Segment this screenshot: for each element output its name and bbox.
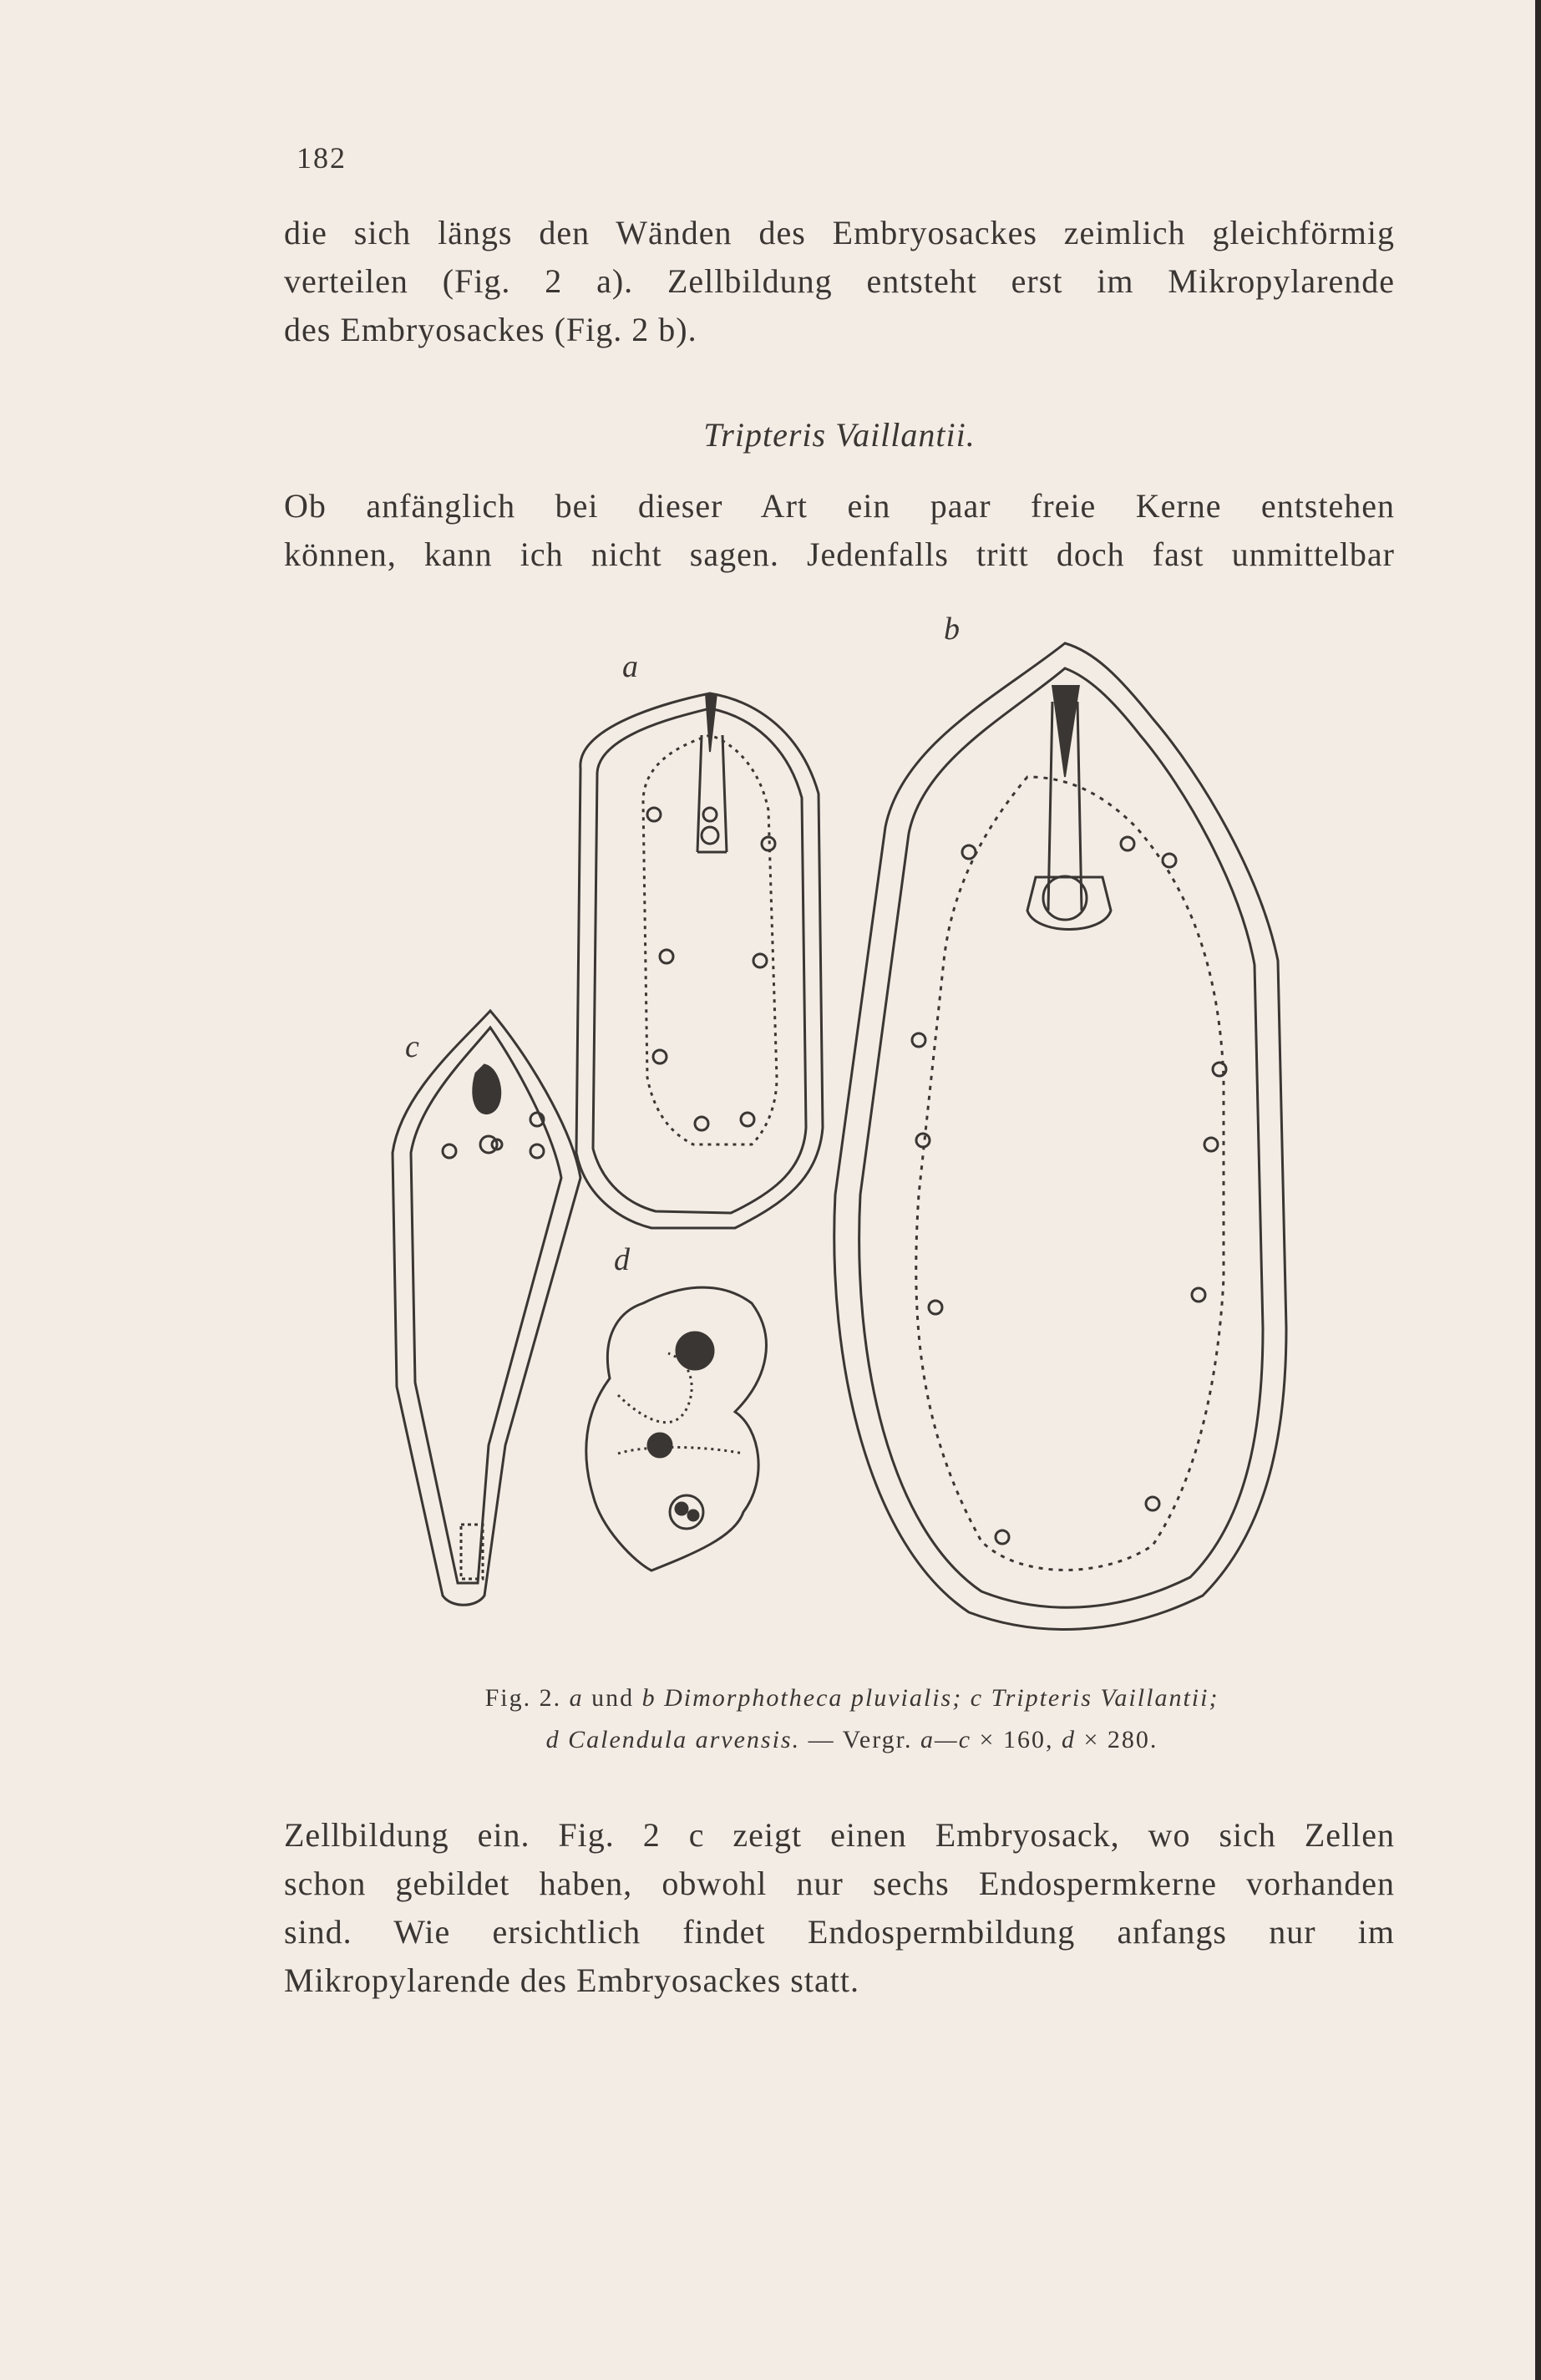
paragraph-bottom xyxy=(284,1811,1395,2005)
caption-letter: b xyxy=(641,1684,656,1712)
caption-line-2 xyxy=(368,1719,1336,1761)
caption-letter: c xyxy=(970,1684,984,1712)
section-heading: Tripteris Vaillantii. xyxy=(703,416,976,454)
caption-word: und xyxy=(591,1684,635,1712)
figure-label-b: b xyxy=(944,611,960,647)
caption-species: Dimorphotheca pluvialis; xyxy=(664,1684,963,1712)
figure-b-embryo-sac xyxy=(834,643,1286,1629)
caption-line-1 xyxy=(368,1677,1336,1719)
text-line: Zellbildung ein. Fig. 2 c zeigt einen Embryosack, wo sich Zellen xyxy=(284,1816,1395,1854)
figure-label-a: a xyxy=(622,649,638,684)
figure-a-embryo-sac xyxy=(576,693,823,1228)
figure-label-d: d xyxy=(614,1242,630,1277)
paragraph-top xyxy=(284,209,1395,354)
figure-c-embryo-sac xyxy=(393,1011,580,1605)
figure-d-endosperm-cell xyxy=(586,1287,767,1571)
text-line: Ob anfänglich bei dieser Art ein paar freie Kerne entstehen xyxy=(284,487,1395,525)
text-line: des Embryosackes (Fig. 2 b). xyxy=(284,311,697,348)
figure-caption xyxy=(368,1677,1336,1761)
caption-magnification-label: — Vergr. xyxy=(808,1726,913,1753)
caption-letter-range: a—c xyxy=(920,1726,972,1753)
caption-letter: a xyxy=(569,1684,584,1712)
caption-magnification: × 280. xyxy=(1083,1726,1158,1753)
text-line: die sich längs den Wänden des Embryosackes zeimlich gleichförmig xyxy=(284,214,1395,251)
caption-letter: d xyxy=(545,1726,560,1753)
paragraph-mid xyxy=(284,482,1395,579)
text-line: schon gebildet haben, obwohl nur sechs Endospermkerne vorhanden xyxy=(284,1865,1395,1902)
embryo-sac-figure xyxy=(368,610,1320,1662)
text-line: können, kann ich nicht sagen. Jedenfalls tritt doch fast unmittelbar xyxy=(284,535,1395,573)
caption-magnification: × 160, xyxy=(979,1726,1054,1753)
caption-species: Tripteris Vaillantii; xyxy=(991,1684,1219,1712)
caption-species: Calendula arvensis. xyxy=(568,1726,801,1753)
page-number: 182 xyxy=(297,141,347,175)
caption-letter: d xyxy=(1061,1726,1076,1753)
text-line: Mikropylarende des Embryosackes statt. xyxy=(284,1961,859,1999)
text-line: verteilen (Fig. 2 a). Zellbildung entsteht erst im Mikropylarende xyxy=(284,262,1395,300)
text-line: sind. Wie ersichtlich findet Endospermbildung anfangs nur im xyxy=(284,1913,1395,1951)
figure-label-c: c xyxy=(405,1029,419,1064)
caption-fig-number: Fig. 2. xyxy=(484,1684,562,1712)
